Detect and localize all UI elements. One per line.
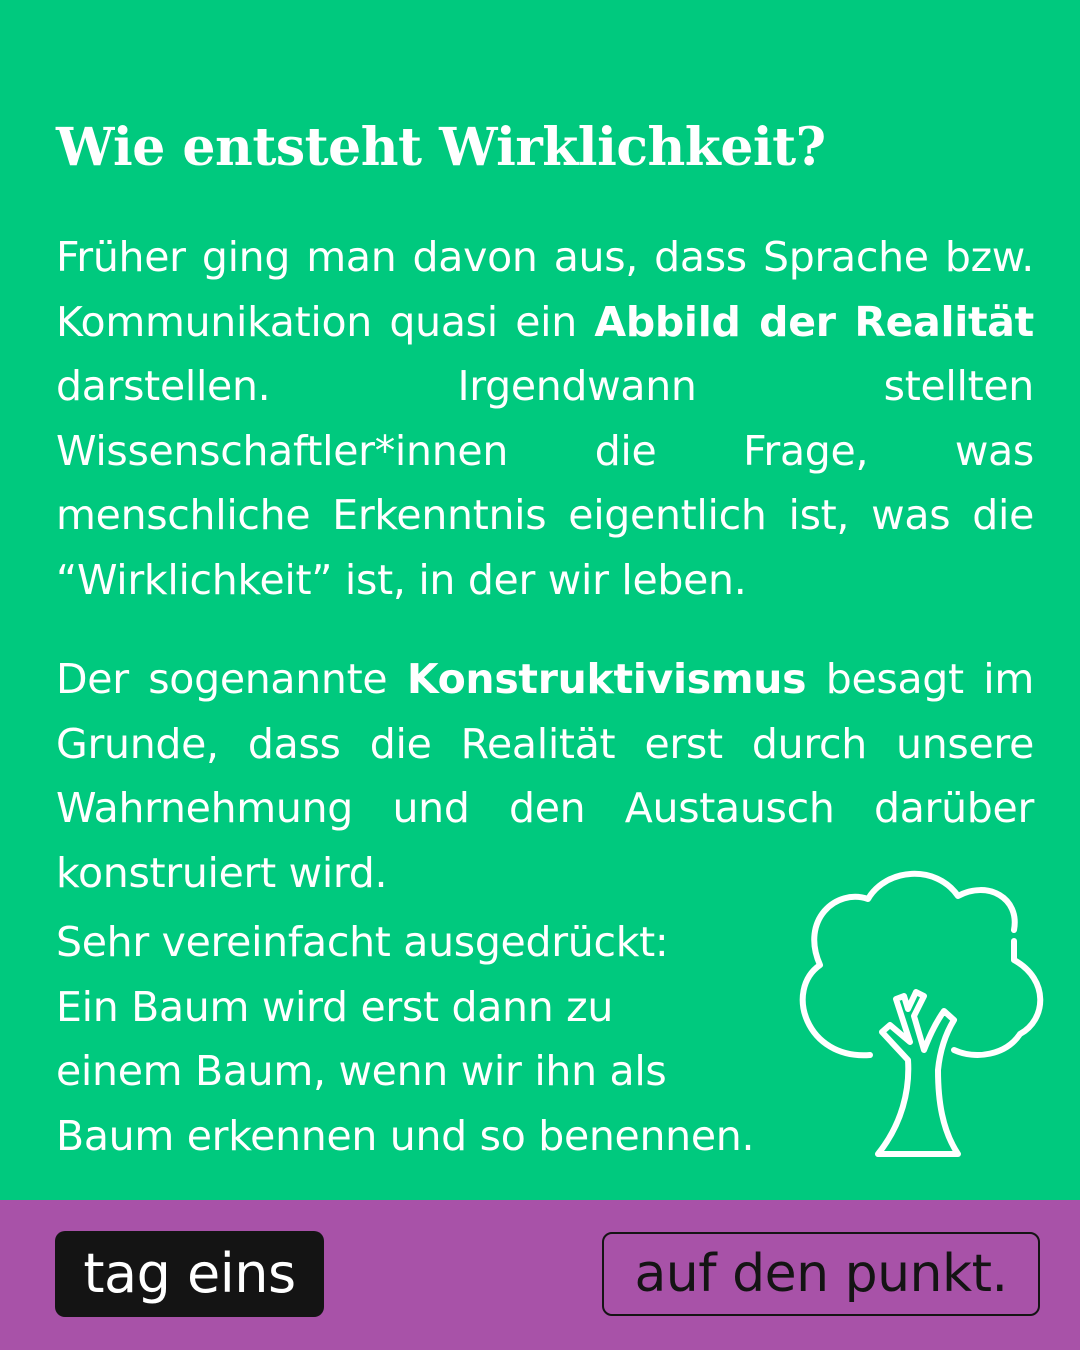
simplified-explanation (56, 910, 754, 1168)
intro-text-2: darstellen. Irgendwann stellten Wissenschaftler*innen die Frage, was menschliche Erkenntnis eigentlich ist, was die “Wirklichkeit” ist, in der wir leben. (56, 362, 1034, 604)
intro-highlight: Abbild der Realität (594, 297, 1034, 346)
simplified-line: Ein Baum wird erst dann zu (56, 982, 614, 1031)
intro-paragraph (56, 225, 1034, 612)
constructivism-text-1: Der sogenannte (56, 655, 407, 703)
constructivism-paragraph (56, 647, 1034, 905)
tree-icon (784, 868, 1048, 1160)
intro-text-1: Früher ging man davon aus, dass Sprache bzw. Kommunikation quasi ein (56, 233, 1034, 346)
footer-bar (0, 1200, 1080, 1350)
simplified-line: Baum erkennen und so benennen. (56, 1111, 755, 1160)
brand-logo: tag eins (55, 1231, 324, 1317)
constructivism-text-2: besagt im Grunde, dass die Realität erst durch unsere Wahrnehmung und den Austausch darüber konstruiert wird. (56, 655, 1034, 897)
tagline-badge: auf den punkt. (602, 1232, 1040, 1316)
constructivism-highlight: Konstruktivismus (406, 655, 807, 703)
simplified-line: einem Baum, wenn wir ihn als (56, 1047, 667, 1095)
page-title: Wie entsteht Wirklichkeit? (56, 117, 826, 178)
simplified-line: Sehr vereinfacht ausgedrückt: (56, 918, 669, 966)
